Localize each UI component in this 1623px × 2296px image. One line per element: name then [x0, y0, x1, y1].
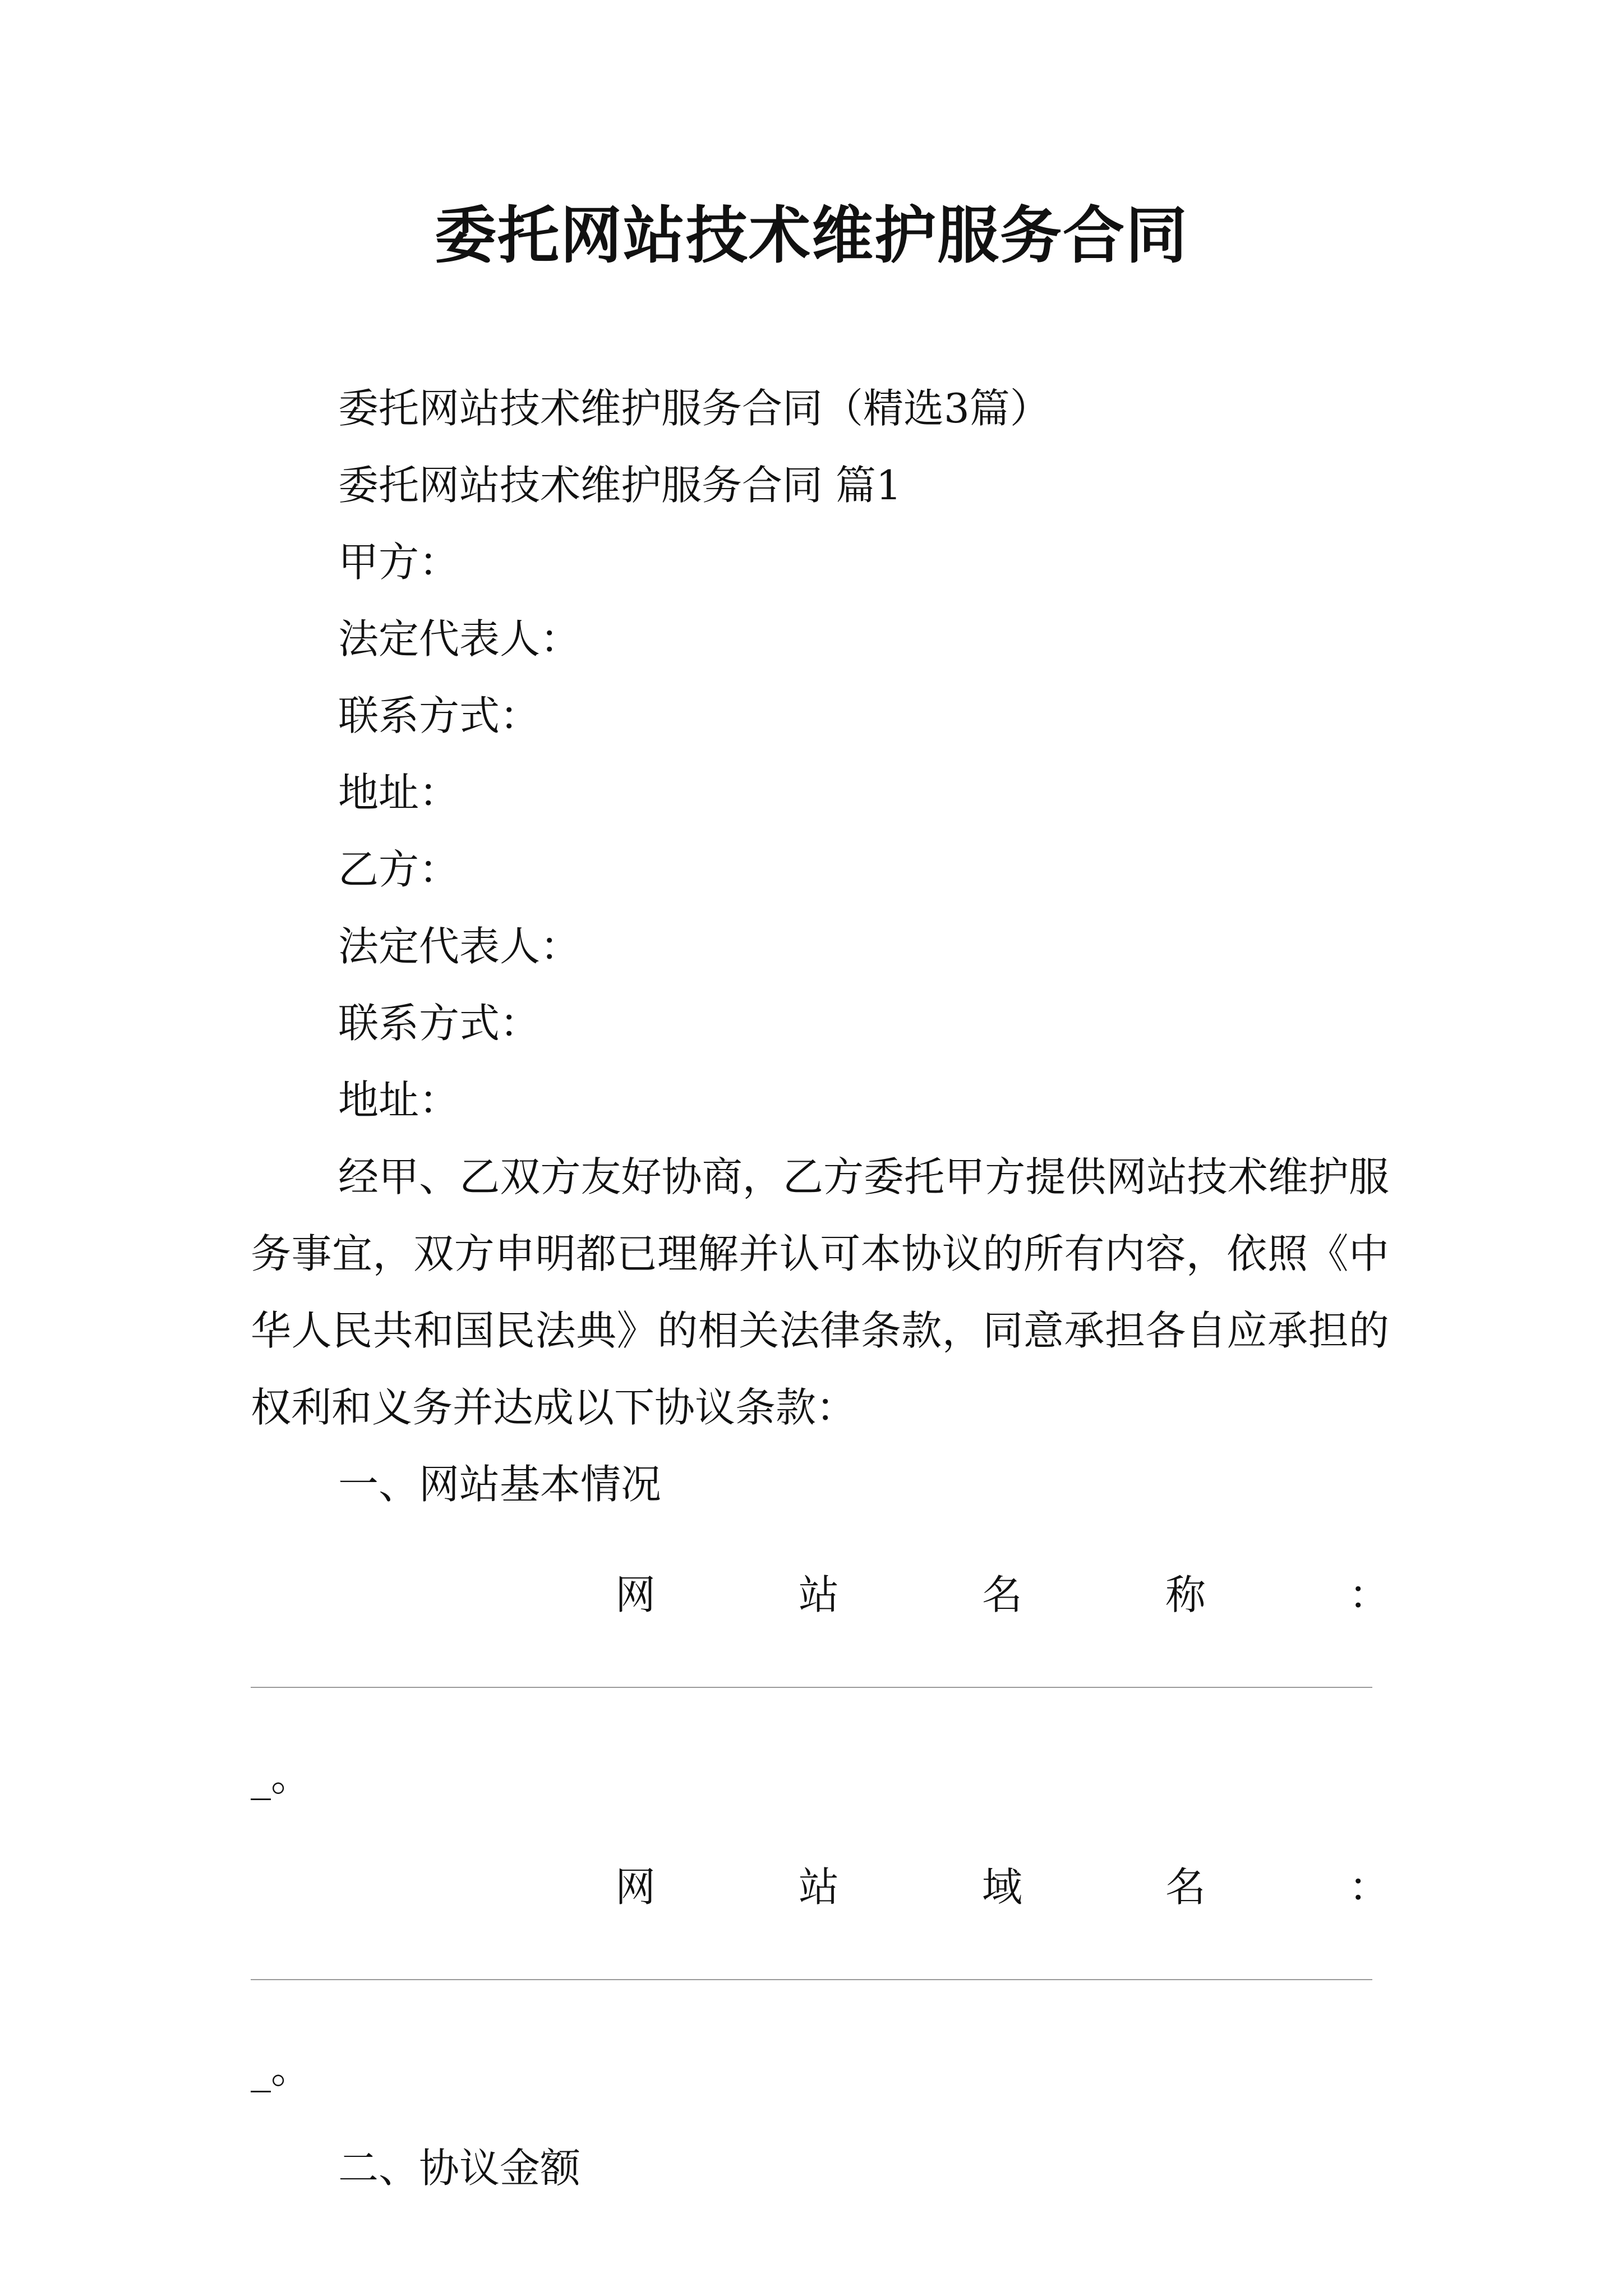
- site-domain-blank: [251, 1926, 1389, 2003]
- site-domain-end: _。: [251, 2045, 312, 2092]
- party-b-representative: 法定代表人：: [338, 923, 581, 970]
- site-name-char: 称: [1165, 1571, 1206, 1618]
- party-b-address: 地址：: [338, 1076, 460, 1124]
- document-title: 委托网站技术维护服务合同: [435, 200, 1188, 272]
- site-domain-char: 名: [1165, 1864, 1206, 1911]
- site-name-char: ：: [1348, 1571, 1389, 1618]
- site-domain-underline: [251, 1979, 1372, 1980]
- section-1-heading: 一、网站基本情况: [338, 1461, 662, 1508]
- intro-paragraph: 经甲、乙双方友好协商，乙方委托甲方提供网站技术维护服务事宜，双方申明都已理解并认可本协议的所有内容，依照《中华人民共和国民法典》的相关法律条款，同意承担各自应承担的权利和义务并达成以下协议条款：: [251, 1153, 1389, 1431]
- chapter-heading: 委托网站技术维护服务合同 篇1: [338, 462, 902, 509]
- party-a-contact: 联系方式：: [338, 692, 541, 739]
- site-name-char: 站: [798, 1571, 839, 1618]
- site-name-blank: [251, 1634, 1389, 1710]
- site-name-field-label: [251, 1557, 1389, 1634]
- party-a-representative: 法定代表人：: [338, 615, 581, 662]
- site-domain-char: ：: [1348, 1864, 1389, 1911]
- site-name-char: 网: [615, 1571, 656, 1618]
- site-name-char: 名: [981, 1571, 1022, 1618]
- site-domain-char: 网: [615, 1864, 656, 1911]
- party-b-contact: 联系方式：: [338, 1000, 541, 1047]
- section-2-heading: 二、协议金额: [338, 2145, 581, 2192]
- document-subtitle: 委托网站技术维护服务合同（精选3篇）: [338, 385, 1050, 432]
- site-name-underline: [251, 1687, 1372, 1688]
- document-body: [251, 370, 1389, 2207]
- party-b-label: 乙方：: [338, 846, 460, 893]
- site-domain-field-label: [251, 1849, 1389, 1926]
- site-domain-char: 站: [798, 1864, 839, 1911]
- site-domain-char: 域: [981, 1864, 1022, 1911]
- party-a-label: 甲方：: [338, 539, 460, 586]
- site-name-end: _。: [251, 1753, 312, 1800]
- party-a-address: 地址：: [338, 769, 460, 816]
